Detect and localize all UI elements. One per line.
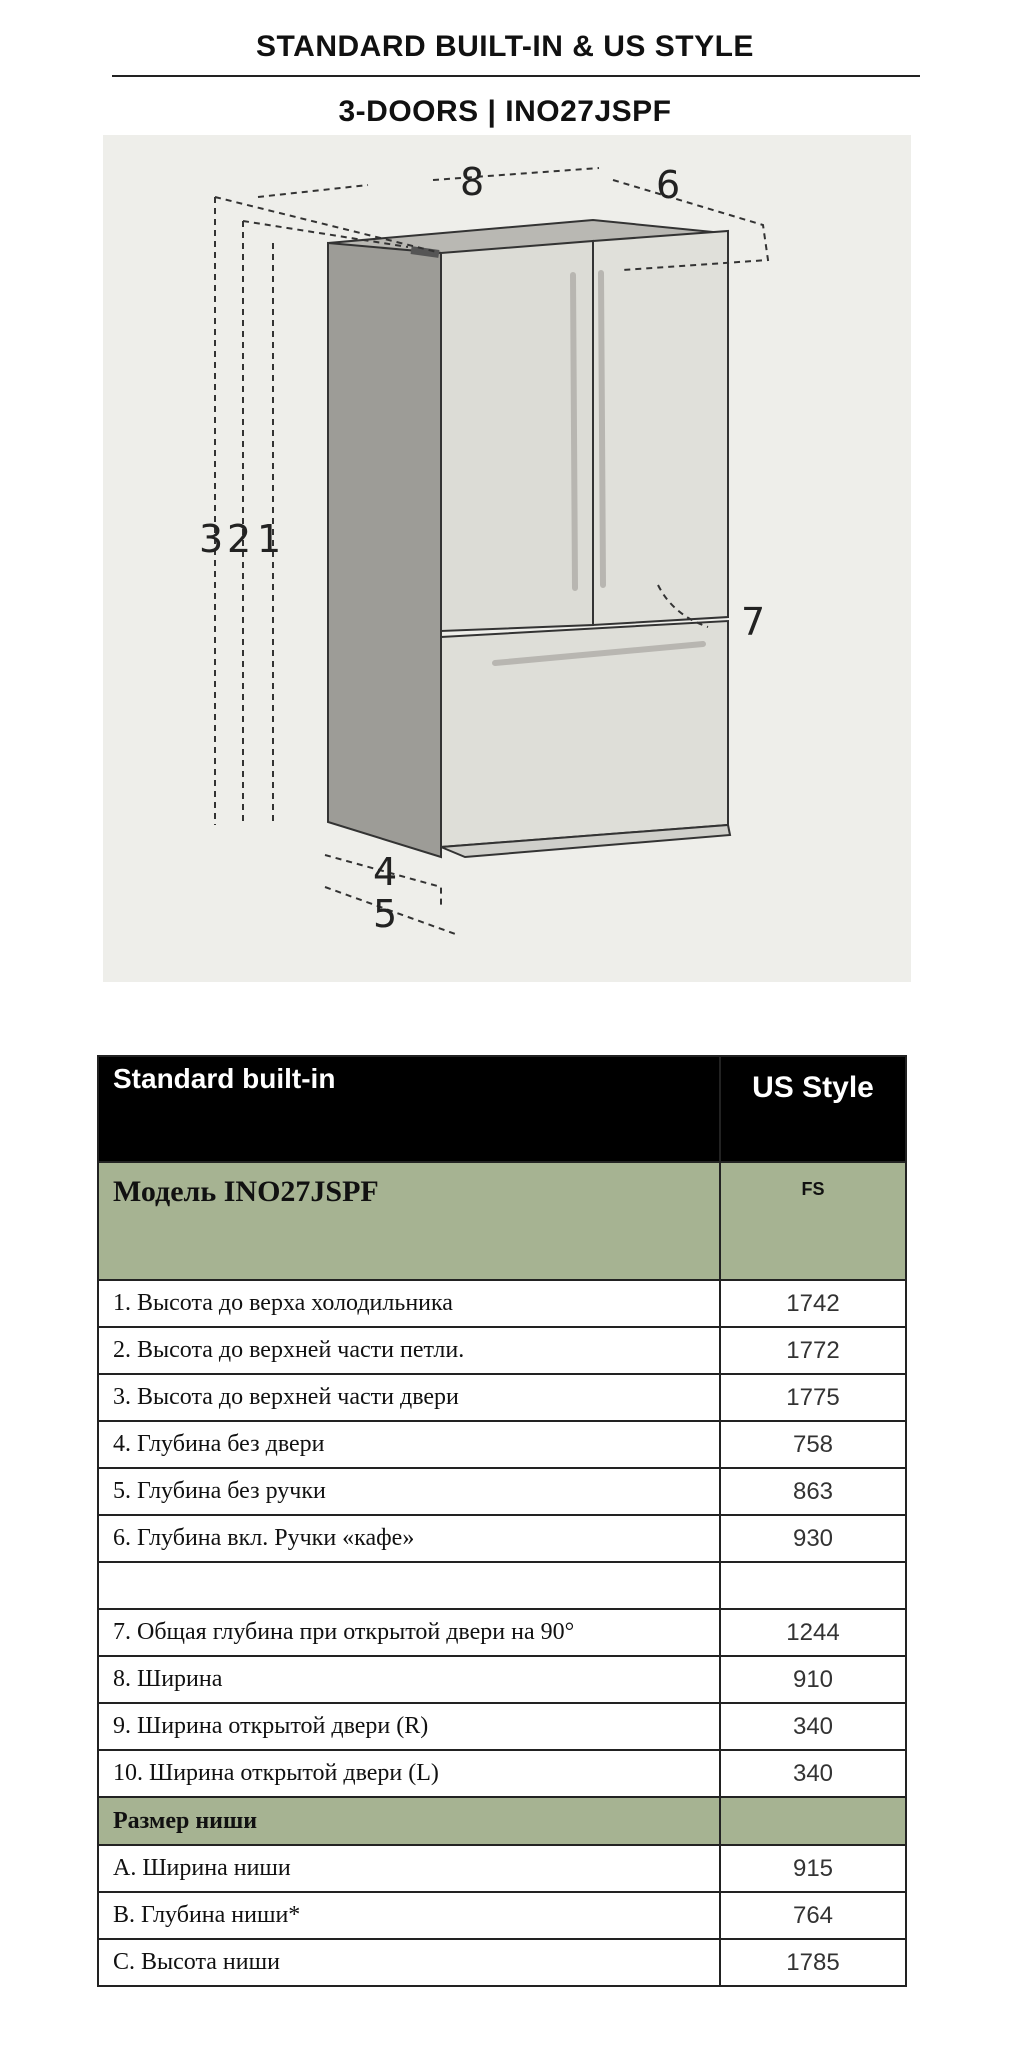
table-header-row (98, 1056, 906, 1162)
fridge-drawing (103, 135, 911, 982)
model-label: Модель INO27JSPF (98, 1162, 720, 1280)
table-row (98, 1656, 906, 1703)
table-row (98, 1515, 906, 1562)
dim-label-1: 1 (257, 517, 282, 561)
table-row (98, 1421, 906, 1468)
row-value: 1772 (720, 1327, 906, 1374)
table-row (98, 1327, 906, 1374)
table-row-empty (98, 1562, 906, 1609)
row-value: 1775 (720, 1374, 906, 1421)
row-value: 863 (720, 1468, 906, 1515)
niche-header-label: Размер ниши (98, 1797, 720, 1845)
dim-label-3: 3 (199, 517, 224, 561)
dim-label-2: 2 (227, 517, 252, 561)
dim-label-4: 4 (373, 850, 398, 894)
table-row (98, 1703, 906, 1750)
header-standard-built-in: Standard built-in (98, 1056, 720, 1162)
dim-label-6: 6 (656, 163, 681, 207)
page-title: STANDARD BUILT-IN & US STYLE (256, 30, 754, 63)
table-row (98, 1609, 906, 1656)
dim-label-5: 5 (373, 892, 398, 936)
row-label: C. Высота ниши (98, 1939, 720, 1986)
upper-right-door (593, 231, 728, 625)
row-label: 8. Ширина (98, 1656, 720, 1703)
dim-label-7: 7 (741, 600, 766, 644)
row-value: 915 (720, 1845, 906, 1892)
row-value: 910 (720, 1656, 906, 1703)
niche-row (98, 1845, 906, 1892)
specification-table (97, 1055, 907, 1987)
row-value: 340 (720, 1750, 906, 1797)
model-row (98, 1162, 906, 1280)
row-label: 3. Высота до верхней части двери (98, 1374, 720, 1421)
row-label: 9. Ширина открытой двери (R) (98, 1703, 720, 1750)
title-divider (112, 75, 920, 77)
niche-row (98, 1939, 906, 1986)
dim-label-8: 8 (460, 160, 485, 204)
row-value: 1742 (720, 1280, 906, 1327)
fridge-dimension-diagram (103, 135, 911, 982)
row-label: 7. Общая глубина при открытой двери на 90° (98, 1609, 720, 1656)
table-row (98, 1750, 906, 1797)
page-subtitle: 3-DOORS | INO27JSPF (338, 95, 672, 128)
row-label: 1. Высота до верха холодильника (98, 1280, 720, 1327)
fridge-side (328, 243, 441, 857)
table-row (98, 1280, 906, 1327)
model-value: FS (720, 1162, 906, 1280)
row-label: B. Глубина ниши* (98, 1892, 720, 1939)
row-label: 10. Ширина открытой двери (L) (98, 1750, 720, 1797)
row-label: 6. Глубина вкл. Ручки «кафе» (98, 1515, 720, 1562)
row-label: 5. Глубина без ручки (98, 1468, 720, 1515)
row-label (98, 1562, 720, 1609)
row-value (720, 1562, 906, 1609)
row-value: 340 (720, 1703, 906, 1750)
row-value: 930 (720, 1515, 906, 1562)
header-us-style: US Style (720, 1056, 906, 1162)
right-door-handle (601, 273, 603, 585)
niche-row (98, 1892, 906, 1939)
left-door-handle (573, 275, 575, 588)
row-value: 758 (720, 1421, 906, 1468)
row-value: 1244 (720, 1609, 906, 1656)
row-value: 764 (720, 1892, 906, 1939)
niche-header-value (720, 1797, 906, 1845)
row-value: 1785 (720, 1939, 906, 1986)
table-row (98, 1374, 906, 1421)
row-label: A. Ширина ниши (98, 1845, 720, 1892)
niche-header-row (98, 1797, 906, 1845)
row-label: 2. Высота до верхней части петли. (98, 1327, 720, 1374)
row-label: 4. Глубина без двери (98, 1421, 720, 1468)
table-row (98, 1468, 906, 1515)
